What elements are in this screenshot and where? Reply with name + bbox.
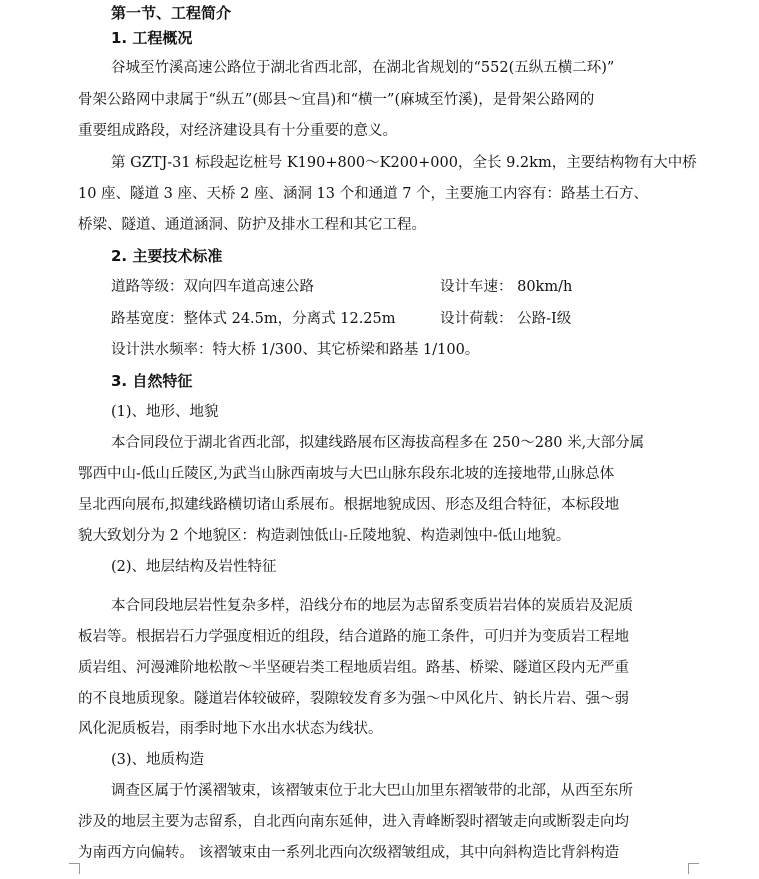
- paragraph-line: 骨架公路网中隶属于“纵五”(郧县～宜昌)和“横一”(麻城至竹溪)，是骨架公路网的: [78, 92, 595, 108]
- page-corner-mark-right: [688, 863, 699, 874]
- paragraph-line: 呈北西向展布,拟建线路横切诸山系展布。根据地貌成因、形态及组合特征，本标段地: [78, 497, 620, 513]
- subheading-strata: (2)、地层结构及岩性特征: [111, 559, 277, 575]
- subheading-geologic-structure: (3)、地质构造: [111, 752, 205, 768]
- paragraph-line: 重要组成路段，对经济建设具有十分重要的意义。: [78, 123, 397, 139]
- paragraph-line: 第 GZTJ-31 标段起讫桩号 K190+800～K200+000，全长 9.2km，主要结构物有大中桥: [111, 155, 697, 171]
- page-corner-mark-left: [69, 863, 80, 874]
- paragraph-line: 板岩等。根据岩石力学强度相近的组段，结合道路的施工条件，可归并为变质岩工程地: [78, 629, 629, 645]
- paragraph-line: 谷城至竹溪高速公路位于湖北省西北部，在湖北省规划的“552(五纵五横二环)”: [111, 60, 615, 76]
- paragraph-line: 为南西方向偏转。 该褶皱束由一系列北西向次级褶皱组成，其中向斜构造比背斜构造: [78, 845, 620, 861]
- paragraph-line: 桥梁、隧道、通道涵洞、防护及排水工程和其它工程。: [78, 217, 426, 233]
- heading-project-overview: 1. 工程概况: [111, 29, 193, 47]
- paragraph-line: 风化泥质板岩，雨季时地下水出水状态为线状。: [78, 721, 383, 737]
- paragraph-line: 貌大致划分为 2 个地貌区：构造剥蚀低山-丘陵地貌、构造剥蚀中-低山地貌。: [78, 528, 571, 544]
- paragraph-line: 的不良地质现象。隧道岩体较破碎，裂隙较发育多为强～中风化片、钠长片岩、强～弱: [78, 691, 629, 707]
- heading-natural-features: 3. 自然特征: [111, 372, 193, 390]
- paragraph-line: 质岩组、河漫滩阶地松散～半坚硬岩类工程地质岩组。路基、桥梁、隧道区段内无严重: [78, 660, 629, 676]
- paragraph-line: 涉及的地层主要为志留系，自北西向南东延伸，进入青峰断裂时褶皱走向或断裂走向均: [78, 814, 629, 830]
- roadbed-width: 路基宽度：整体式 24.5m，分离式 12.25m: [111, 311, 396, 327]
- paragraph-line: 本合同段地层岩性复杂多样，沿线分布的地层为志留系变质岩岩体的炭质岩及泥质: [111, 598, 633, 614]
- subheading-terrain: (1)、地形、地貌: [111, 404, 219, 420]
- paragraph-line: 鄂西中山-低山丘陵区,为武当山脉西南坡与大巴山脉东段东北坡的连接地带,山脉总体: [78, 466, 615, 482]
- flood-frequency: 设计洪水频率：特大桥 1/300、其它桥梁和路基 1/100。: [111, 342, 480, 358]
- paragraph-line: 10 座、隧道 3 座、天桥 2 座、涵洞 13 个和通道 7 个，主要施工内容有：路基土石方、: [78, 186, 649, 202]
- design-load: 设计荷载： 公路-Ⅰ级: [440, 311, 572, 327]
- road-grade: 道路等级：双向四车道高速公路: [111, 279, 314, 295]
- design-speed: 设计车速： 80km/h: [440, 279, 573, 295]
- heading-technical-standards: 2. 主要技术标准: [111, 247, 223, 265]
- section-title: 第一节、工程简介: [111, 4, 232, 22]
- paragraph-line: 调查区属于竹溪褶皱束，该褶皱束位于北大巴山加里东褶皱带的北部，从西至东所: [111, 783, 633, 799]
- paragraph-line: 本合同段位于湖北省西北部，拟建线路展布区海拔高程多在 250～280 米,大部分属: [111, 435, 645, 451]
